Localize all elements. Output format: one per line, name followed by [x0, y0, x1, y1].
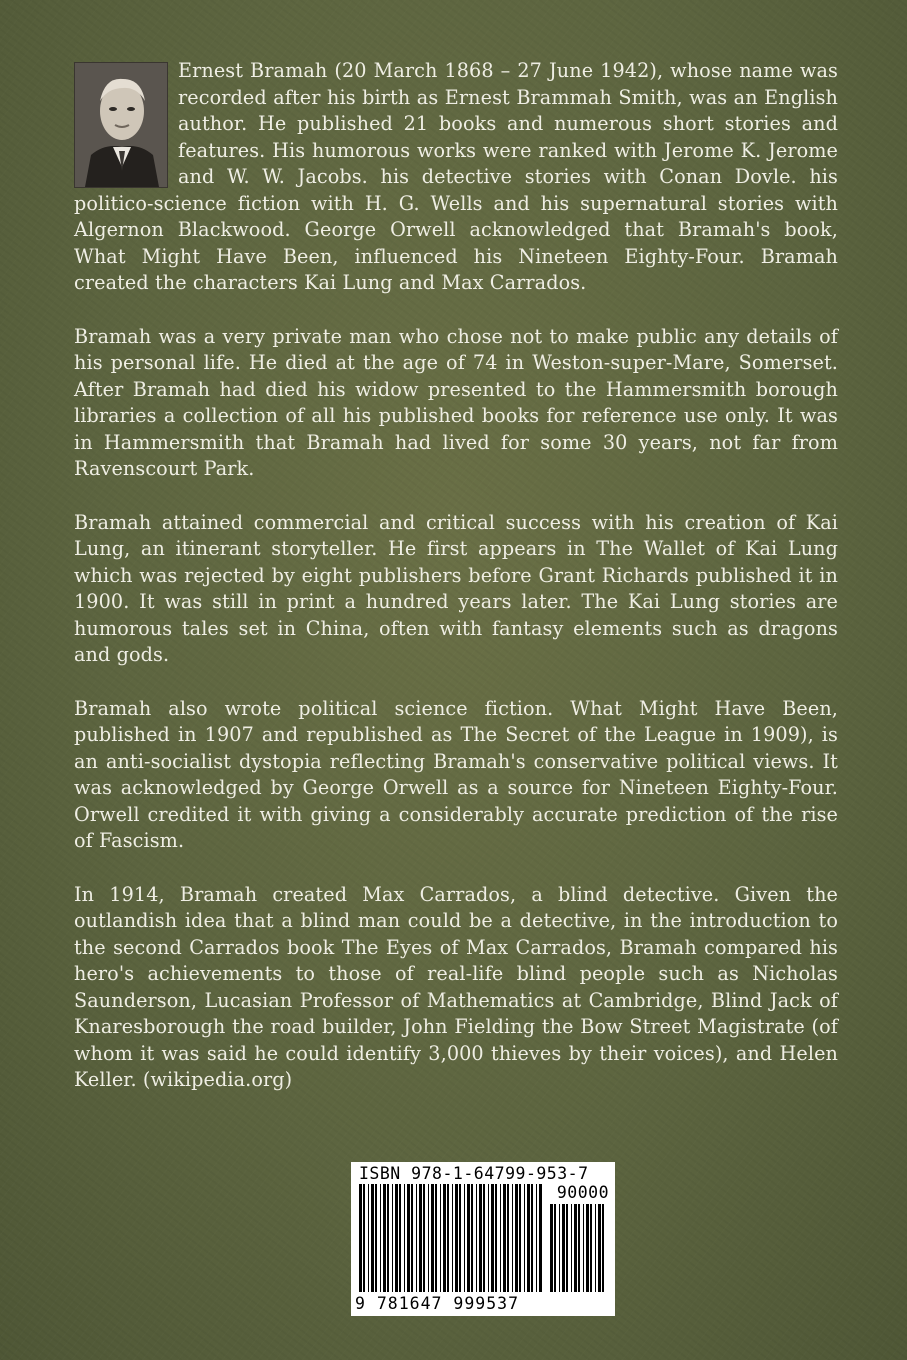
barcode-bar — [539, 1184, 542, 1292]
barcode-bar — [359, 1184, 362, 1292]
barcode-bar — [598, 1204, 601, 1292]
barcode-bar — [447, 1184, 449, 1292]
barcode-bar — [527, 1184, 530, 1292]
barcode-bar — [515, 1184, 518, 1292]
barcode-bar — [531, 1184, 533, 1292]
barcode-bar — [380, 1184, 381, 1292]
barcode-bar — [586, 1204, 589, 1292]
barcode-bar — [583, 1204, 584, 1292]
paragraph-3: Bramah attained commercial and critical success with his creation of Kai Lung, an itinerant storyteller. He first appears in The Wallet of Kai Lung which was rejected by eight publishers before Grant Richards published it in 1900. It was still in print a hundred years later. The Kai Lung stories are humorous tales set in China, often with fantasy elements such as dragons and gods. — [74, 510, 838, 666]
barcode-bar — [404, 1184, 405, 1292]
barcode-bar — [392, 1184, 393, 1292]
barcode-bar — [428, 1184, 429, 1292]
barcode-bar — [435, 1184, 437, 1292]
isbn-barcode — [351, 1162, 615, 1316]
barcode-bar — [483, 1184, 485, 1292]
barcode-bar — [459, 1184, 461, 1292]
paragraph-2: Bramah was a very private man who chose not to make public any details of his personal life. He died at the age of 74 in Weston-super-Mare, Somerset. After Bramah had died his widow presented to the Hammersmith borough libraries a collection of all his published books for reference use only. It was in Hammersmith that Bramah had lived for some 30 years, not far from Ravenscourt Park. — [74, 324, 838, 480]
barcode-bar — [452, 1184, 453, 1292]
barcode-bar — [383, 1184, 386, 1292]
barcode-bar — [479, 1184, 482, 1292]
barcode-bar — [363, 1184, 365, 1292]
barcode-bar — [399, 1184, 401, 1292]
barcode-bar — [519, 1184, 521, 1292]
barcode-bar — [440, 1184, 441, 1292]
barcode-bar — [471, 1184, 473, 1292]
barcode-bar — [566, 1204, 568, 1292]
barcode-bar — [562, 1204, 565, 1292]
barcode-bar — [590, 1204, 592, 1292]
barcode-bar — [375, 1184, 377, 1292]
barcode-bar — [602, 1204, 604, 1292]
barcode-bar — [387, 1184, 389, 1292]
barcode-bar — [431, 1184, 434, 1292]
barcode-bar — [524, 1184, 525, 1292]
barcode-bar — [407, 1184, 410, 1292]
barcode-bar — [395, 1184, 398, 1292]
ean-digits: 9 781647 999537 — [355, 1294, 520, 1313]
barcode-bar — [464, 1184, 465, 1292]
barcode-bar — [491, 1184, 494, 1292]
barcode-bar — [488, 1184, 489, 1292]
barcode-bar — [571, 1204, 572, 1292]
barcode-bar — [423, 1184, 425, 1292]
paragraph-4: Bramah also wrote political science fiction. What Might Have Been, published in 1907 and republished as The Secret of the League in 1909), is an anti-socialist dystopia reflecting Bramah's conservative political views. It was acknowledged by George Orwell as a source for Nineteen Eighty-Four. Orwell credited it with giving a considerably accurate prediction of the rise of Fascism. — [74, 696, 838, 852]
barcode-bar — [419, 1184, 422, 1292]
barcode-bar — [368, 1184, 369, 1292]
isbn-label: ISBN 978-1-64799-953-7 — [359, 1164, 589, 1183]
barcode-bar — [443, 1184, 446, 1292]
barcode-bar — [500, 1184, 501, 1292]
barcode-bar — [574, 1204, 577, 1292]
barcode-bar — [578, 1204, 580, 1292]
author-portrait-icon — [74, 62, 168, 188]
barcode-bar — [595, 1204, 596, 1292]
barcode-bar — [554, 1204, 556, 1292]
barcode-bar — [559, 1204, 560, 1292]
barcode-bar — [371, 1184, 374, 1292]
blurb-text — [74, 58, 838, 1121]
paragraph-1-text: Ernest Bramah (20 March 1868 – 27 June 1942), whose name was recorded after his birth as Ernest Brammah Smith, was an English author. He published 21 books and numerous short stories and features. His humorous works were ranked with Jerome K. Jerome and W. W. Jacobs. his detective stories with Conan Dovle. his politico-science fiction with H. G. Wells and his supernatural stories with Algernon Blackwood. George Orwell acknowledged that Bramah's book, What Might Have Been, influenced his Nineteen Eighty-Four. Bramah created the characters Kai Lung and Max Carrados. — [74, 59, 838, 294]
barcode-bar — [455, 1184, 458, 1292]
price-code: 90000 — [556, 1183, 609, 1202]
barcode-bar — [536, 1184, 537, 1292]
barcode-bar — [507, 1184, 509, 1292]
barcode-bar — [495, 1184, 497, 1292]
barcode-bar — [503, 1184, 506, 1292]
paragraph-5: In 1914, Bramah created Max Carrados, a blind detective. Given the outlandish idea that a blind man could be a detective, in the introduction to the second Carrados book The Eyes of Max Carrados, Bramah compared his hero's achievements to those of real-life blind people such as Nicholas Saunderson, Lucasian Professor of Mathematics at Cambridge, Blind Jack of Knaresborough the road builder, John Fielding the Bow Street Magistrate (of whom it was said he could identify 3,000 thieves by their voices), and Helen Keller. (wikipedia.org) — [74, 882, 838, 1091]
paragraph-1 — [74, 58, 838, 297]
barcode-addon-bars-icon — [550, 1204, 607, 1292]
barcode-bar — [550, 1204, 553, 1292]
barcode-bar — [467, 1184, 470, 1292]
barcode-bar — [416, 1184, 417, 1292]
barcode-bars-icon — [359, 1184, 543, 1292]
barcode-bar — [411, 1184, 413, 1292]
barcode-bar — [476, 1184, 477, 1292]
barcode-bar — [512, 1184, 513, 1292]
